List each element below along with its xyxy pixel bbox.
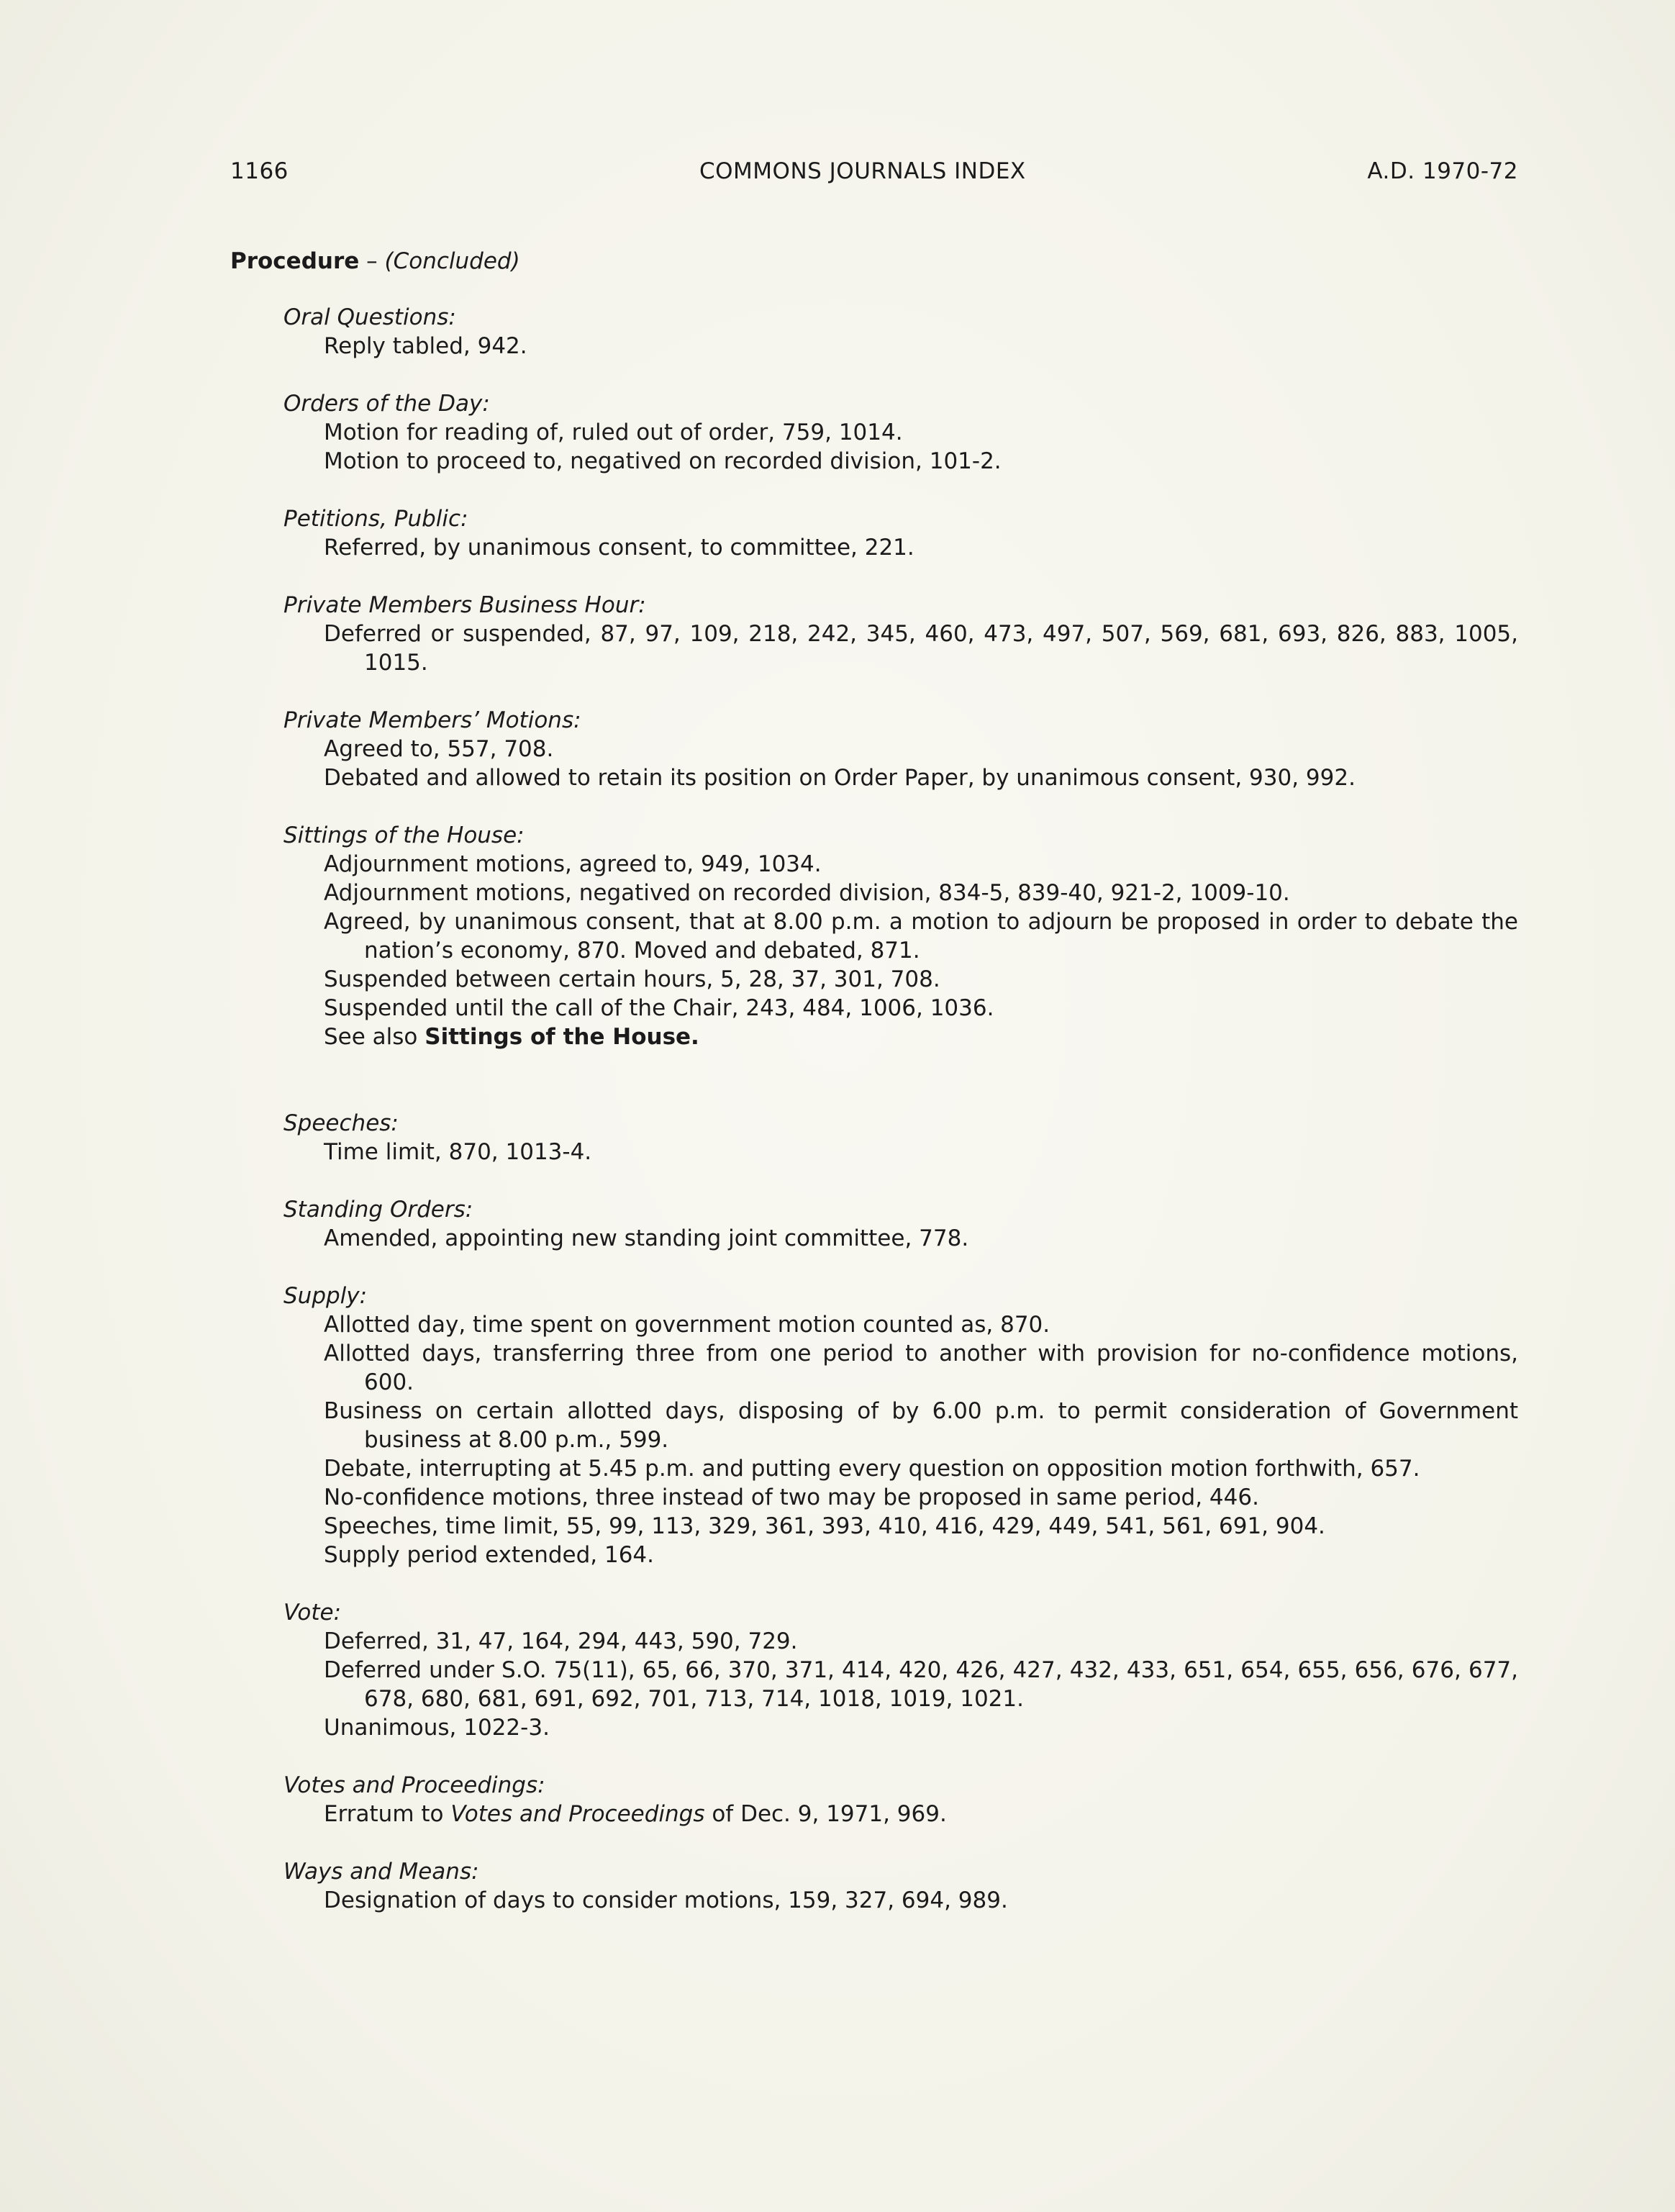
index-entry: Deferred or suspended, 87, 97, 109, 218, 242, 345, 460, 473, 497, 507, 569, 681, 693, 826, 883, 1005, 1015. [324,621,1518,676]
section-petitions-public [283,504,1518,562]
heading-word: Procedure [230,248,360,274]
index-entry: Time limit, 870, 1013-4. [324,1139,592,1165]
erratum-prefix: Erratum to [324,1801,451,1827]
section-title: Private Members Business Hour: [283,592,646,618]
section-title: Supply: [283,1283,368,1309]
index-entry: Deferred under S.O. 75(11), 65, 66, 370, 371, 414, 420, 426, 427, 432, 433, 651, 654, 655, 656, 676, 677, 678, 680, 681, 691, 692, 701, 713, 714, 1018, 1019, 1021. [324,1657,1518,1712]
section-supply [283,1282,1518,1569]
section-vote [283,1598,1518,1742]
index-entry: Supply period extended, 164. [324,1542,655,1568]
index-entry: Suspended until the call of the Chair, 243, 484, 1006, 1036. [324,995,994,1021]
section-standing-orders [283,1195,1518,1253]
index-entry: Referred, by unanimous consent, to committee, 221. [324,535,914,561]
see-also-prefix: See also [324,1024,425,1050]
index-entry: Adjournment motions, agreed to, 949, 1034. [324,851,822,877]
index-entry: Debated and allowed to retain its position on Order Paper, by unanimous consent, 930, 992. [324,765,1356,791]
section-title: Ways and Means: [283,1859,479,1885]
index-entry: Debate, interrupting at 5.45 p.m. and putting every question on opposition motion forthwith, 657. [324,1456,1420,1482]
section-sittings-of-the-house [283,821,1518,1051]
section-title: Vote: [283,1600,342,1626]
index-entry: Deferred, 31, 47, 164, 294, 443, 590, 729. [324,1628,798,1654]
heading-continued: (Concluded) [384,248,520,274]
index-entry: Allotted days, transferring three from one period to another with provision for no-confidence motions, 600. [324,1341,1518,1395]
index-entry: Unanimous, 1022-3. [324,1715,550,1741]
index-entry: Speeches, time limit, 55, 99, 113, 329, 361, 393, 410, 416, 429, 449, 541, 561, 691, 904. [324,1513,1325,1539]
see-also-reference: Sittings of the House. [425,1024,699,1050]
index-content [230,247,1518,1944]
page-number: 1166 [230,158,289,184]
erratum-publication: Votes and Proceedings [450,1801,705,1827]
years-range: A.D. 1970-72 [1367,158,1518,184]
index-entry: Agreed, by unanimous consent, that at 8.00 p.m. a motion to adjourn be proposed in order to debate the nation’s economy, 870. Moved and debated, 871. [324,909,1518,964]
heading-dash: – [359,248,385,274]
index-entry: Reply tabled, 942. [324,333,527,359]
section-oral-questions [283,303,1518,361]
running-title: COMMONS JOURNALS INDEX [699,158,1026,184]
main-heading [230,247,1518,276]
section-title: Petitions, Public: [283,506,468,532]
section-votes-and-proceedings [283,1771,1518,1828]
running-head [230,158,1518,194]
section-ways-and-means [283,1857,1518,1915]
index-entry: Motion to proceed to, negatived on recorded division, 101-2. [324,448,1002,474]
section-title: Speeches: [283,1110,399,1136]
section-title: Sittings of the House: [283,822,525,848]
section-speeches [283,1109,1518,1166]
section-title: Oral Questions: [283,304,456,330]
erratum-entry [283,1800,1518,1828]
section-private-members-business-hour [283,591,1518,677]
index-entry: Agreed to, 557, 708. [324,736,554,762]
section-private-members-motions [283,706,1518,792]
index-entry: Business on certain allotted days, disposing of by 6.00 p.m. to permit consideration of Government business at 8.00 p.m., 599. [324,1398,1518,1453]
section-title: Standing Orders: [283,1197,473,1223]
index-entry: Designation of days to consider motions, 159, 327, 694, 989. [324,1887,1008,1913]
index-entry: Suspended between certain hours, 5, 28, 37, 301, 708. [324,966,940,992]
index-entry: Allotted day, time spent on government motion counted as, 870. [324,1312,1050,1338]
section-title: Votes and Proceedings: [283,1772,545,1798]
section-orders-of-the-day [283,389,1518,476]
section-title: Private Members’ Motions: [283,707,581,733]
see-also-entry [283,1023,1518,1051]
index-entry: Amended, appointing new standing joint committee, 778. [324,1225,969,1251]
erratum-suffix: of Dec. 9, 1971, 969. [704,1801,947,1827]
index-entry: No-confidence motions, three instead of two may be proposed in same period, 446. [324,1485,1259,1510]
section-title: Orders of the Day: [283,391,490,417]
index-entry: Adjournment motions, negatived on recorded division, 834-5, 839-40, 921-2, 1009-10. [324,880,1290,906]
index-entry: Motion for reading of, ruled out of order, 759, 1014. [324,420,903,445]
